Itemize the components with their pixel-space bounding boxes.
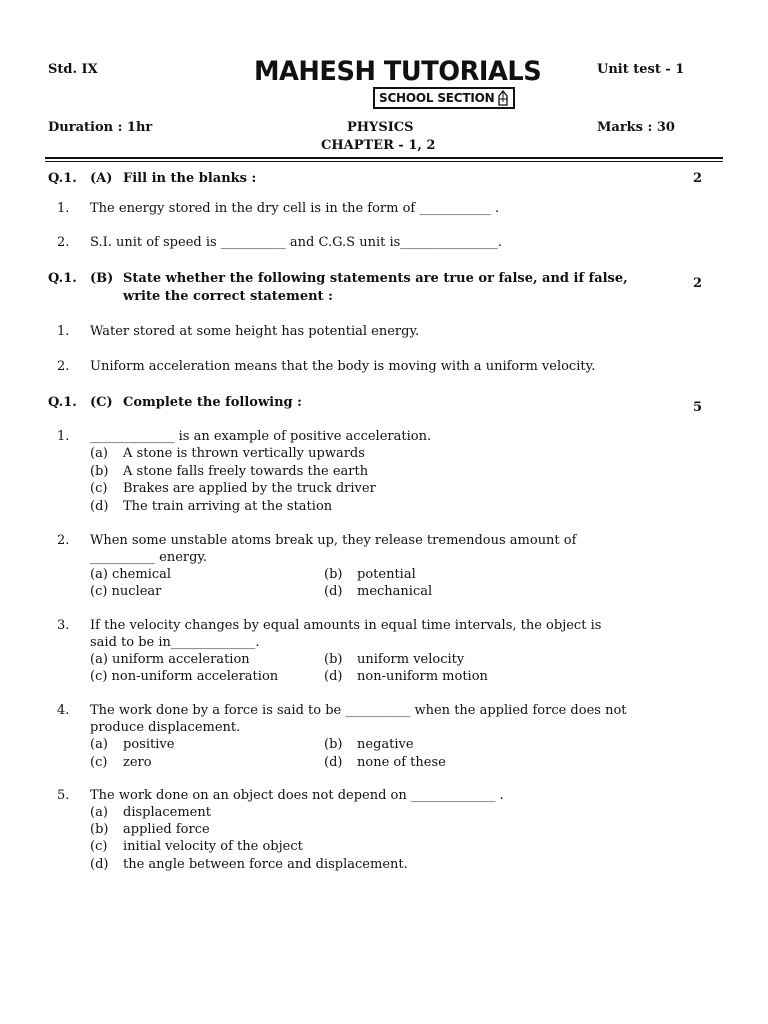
option-c: zero: [123, 755, 152, 770]
option-text: Brakes are applied by the truck driver: [123, 481, 376, 496]
option-c: (c) nuclear: [90, 584, 162, 599]
option-d: none of these: [357, 755, 446, 770]
question-marks: 5: [693, 400, 703, 415]
item-number: 1.: [57, 324, 70, 339]
option-letter: (c): [90, 839, 108, 854]
duration-label: Duration : 1hr: [48, 120, 153, 135]
test-label: Unit test - 1: [597, 62, 685, 77]
pen-nib-icon: [495, 90, 511, 107]
option-letter: (c): [90, 755, 108, 770]
question-title: State whether the following statements are true or false, and if false,: [123, 271, 628, 286]
item-text: Uniform acceleration means that the body is moving with a uniform velocity.: [90, 359, 596, 374]
option-text: applied force: [123, 822, 210, 837]
question-number: Q.1.: [48, 395, 77, 410]
item-number: 5.: [57, 788, 70, 803]
question-marks: 2: [693, 276, 703, 291]
option-b: uniform velocity: [357, 652, 465, 667]
item-text: If the velocity changes by equal amounts in equal time intervals, the object is: [90, 618, 602, 633]
item-text: The work done on an object does not depend on _____________ .: [90, 788, 504, 803]
question-part: (A): [90, 171, 113, 186]
question-number: Q.1.: [48, 171, 77, 186]
option-letter: (b): [90, 464, 109, 479]
chapter-label: CHAPTER - 1, 2: [321, 138, 436, 153]
item-text: When some unstable atoms break up, they release tremendous amount of: [90, 533, 577, 548]
question-part: (B): [90, 271, 114, 286]
item-number: 4.: [57, 703, 70, 718]
standard-label: Std. IX: [48, 62, 98, 77]
option-c: (c) non-uniform acceleration: [90, 669, 279, 684]
item-text: The work done by a force is said to be __________ when the applied force does not: [90, 703, 627, 718]
question-title: Complete the following :: [123, 395, 302, 410]
option-letter: (b): [90, 822, 109, 837]
option-letter: (d): [324, 584, 343, 599]
question-title-continued: write the correct statement :: [123, 289, 333, 304]
option-letter: (c): [90, 481, 108, 496]
question-number: Q.1.: [48, 271, 77, 286]
option-letter: (d): [324, 755, 343, 770]
header-divider-thin: [45, 161, 723, 162]
option-d: non-uniform motion: [357, 669, 488, 684]
option-text: initial velocity of the object: [123, 839, 303, 854]
item-text: S.I. unit of speed is __________ and C.G.S unit is_______________.: [90, 235, 502, 250]
item-number: 3.: [57, 618, 70, 633]
option-b: potential: [357, 567, 416, 582]
option-letter: (b): [324, 567, 343, 582]
item-number: 1.: [57, 201, 70, 216]
school-section-badge: [373, 87, 515, 109]
item-number: 2.: [57, 359, 70, 374]
item-text: _____________ is an example of positive acceleration.: [90, 429, 432, 444]
option-a: (a) uniform acceleration: [90, 652, 250, 667]
option-a: positive: [123, 737, 175, 752]
option-b: negative: [357, 737, 414, 752]
option-text: A stone is thrown vertically upwards: [123, 446, 365, 461]
option-letter: (a): [90, 737, 108, 752]
item-number: 1.: [57, 429, 70, 444]
option-letter: (b): [324, 737, 343, 752]
item-text: The energy stored in the dry cell is in the form of ___________ .: [90, 201, 500, 216]
header-divider: [45, 157, 723, 159]
option-letter: (a): [90, 446, 108, 461]
option-text: The train arriving at the station: [123, 499, 333, 514]
school-section-label: SCHOOL SECTION: [379, 91, 495, 105]
option-a: (a) chemical: [90, 567, 172, 582]
option-d: mechanical: [357, 584, 433, 599]
item-text-continued: produce displacement.: [90, 720, 241, 735]
option-letter: (d): [324, 669, 343, 684]
item-text: Water stored at some height has potential energy.: [90, 324, 420, 339]
option-letter: (d): [90, 857, 109, 872]
marks-label: Marks : 30: [597, 120, 675, 135]
option-letter: (d): [90, 499, 109, 514]
option-letter: (a): [90, 805, 108, 820]
subject-title: PHYSICS: [347, 120, 414, 135]
item-number: 2.: [57, 235, 70, 250]
option-text: displacement: [123, 805, 211, 820]
option-text: the angle between force and displacement.: [123, 857, 408, 872]
item-text-continued: __________ energy.: [90, 550, 208, 565]
question-part: (C): [90, 395, 113, 410]
option-text: A stone falls freely towards the earth: [123, 464, 369, 479]
option-letter: (b): [324, 652, 343, 667]
question-title: Fill in the blanks :: [123, 171, 257, 186]
item-text-continued: said to be in_____________.: [90, 635, 260, 650]
brand-logo-text: MAHESH TUTORIALS: [254, 56, 542, 87]
item-number: 2.: [57, 533, 70, 548]
question-marks: 2: [693, 171, 703, 186]
